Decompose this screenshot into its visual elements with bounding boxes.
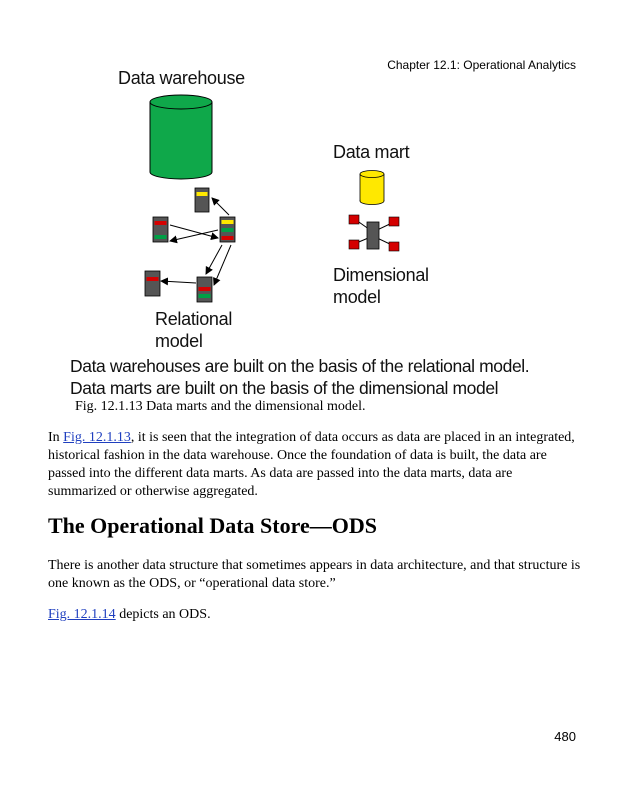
section-heading: The Operational Data Store—ODS [48, 513, 377, 538]
relational-table-bottom-left [145, 271, 160, 296]
relational-table-left [153, 217, 168, 242]
figure-summary-line-1: Data warehouses are built on the basis of the relational model. [70, 356, 530, 376]
figure-caption: Fig. 12.1.13 Data marts and the dimensional model. [75, 399, 366, 414]
dimensional-model-label-line2: model [333, 287, 381, 307]
paragraph-2: There is another data structure that sometimes appears in data architecture, and that structure is one known as the ODS, or “operational data store.” [48, 558, 581, 591]
chapter-header: Chapter 12.1: Operational Analytics [387, 58, 576, 72]
dimensional-model-label-line1: Dimensional [333, 265, 429, 285]
figure-summary-line-2: Data marts are built on the basis of the dimensional model [70, 378, 499, 398]
dimensional-model-label [333, 264, 429, 308]
fig-12-1-13-link[interactable]: Fig. 12.1.13 [63, 430, 131, 445]
relational-table-bottom [197, 277, 212, 302]
relational-table-center [220, 217, 235, 242]
fig-12-1-14-link[interactable]: Fig. 12.1.14 [48, 607, 116, 622]
page-number: 480 [554, 729, 576, 744]
relational-model-label [155, 308, 232, 352]
paragraph-1-prefix: In [48, 430, 64, 445]
paragraph-1 [48, 429, 583, 501]
relational-model-label-line1: Relational [155, 309, 233, 329]
data-warehouse-cylinder [150, 95, 212, 179]
paragraph-1-text: , it is seen that the integration of data occurs as data are placed in an integrated, historical fashion in the data warehouse. Once the foundation of data is built, the data are passed into the different data marts. As data are passed into the data marts, data are summarized or otherwise aggregated. [48, 430, 575, 499]
paragraph-3 [48, 606, 583, 624]
dimensional-model-star [349, 215, 399, 251]
relational-table-top [195, 188, 209, 212]
data-mart-label: Data mart [333, 142, 410, 162]
relational-model-label-line2: model [155, 331, 203, 351]
paragraph-3-text: depicts an ODS. [115, 607, 211, 622]
data-mart-cylinder [360, 171, 384, 205]
data-warehouse-label: Data warehouse [118, 68, 245, 88]
